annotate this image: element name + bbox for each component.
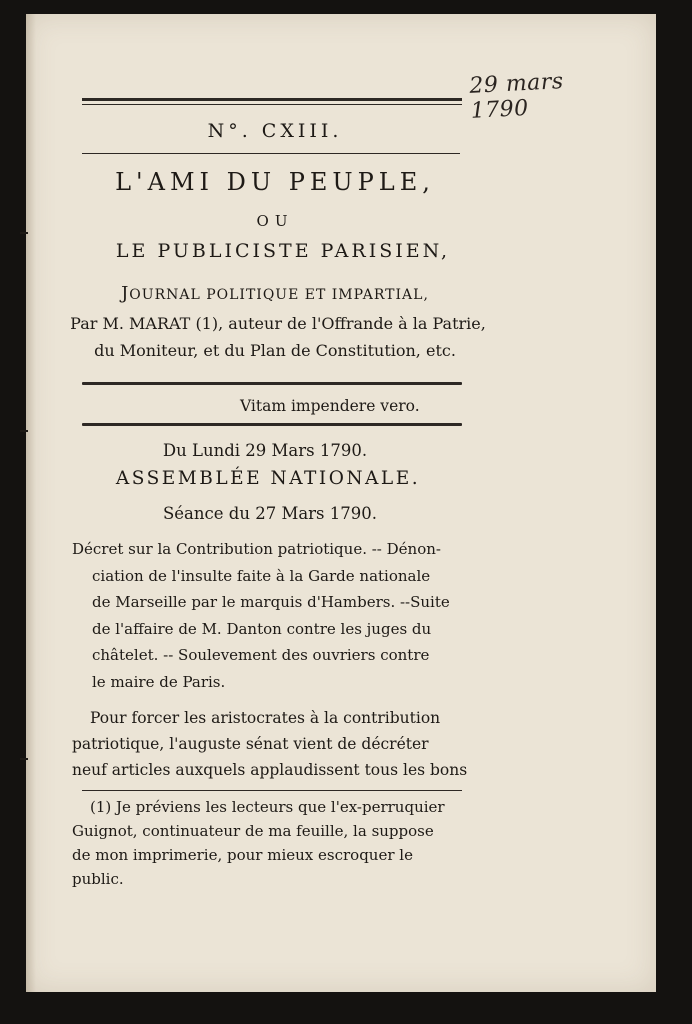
handwritten-date-annotation: 29 mars 1790 xyxy=(468,69,565,124)
rule-above-motto xyxy=(82,382,462,385)
rule-under-number xyxy=(82,153,460,154)
footnote-separator xyxy=(82,790,462,791)
footnote-line: public. xyxy=(72,870,124,888)
author-line-1: Par M. MARAT (1), auteur de l'Offrande à la Patrie, xyxy=(70,314,486,333)
author-line-2: du Moniteur, et du Plan de Constitution, etc. xyxy=(94,341,456,360)
journal-initial: J xyxy=(121,283,130,304)
top-double-rule xyxy=(82,98,462,105)
footnote-line: (1) Je préviens les lecteurs que l'ex-perruquier xyxy=(90,798,445,816)
body-line: neuf articles auxquels applaudissent tous les bons xyxy=(72,761,468,779)
issue-number: N°. CXIII. xyxy=(207,120,343,142)
binding-mark xyxy=(20,232,28,234)
motto: Vitam impendere vero. xyxy=(240,397,420,415)
session-summary xyxy=(72,536,464,695)
body-paragraph xyxy=(72,705,468,783)
footnote xyxy=(72,795,464,891)
section-heading: ASSEMBLÉE NATIONALE. xyxy=(115,468,421,489)
body-line: patriotique, l'auguste sénat vient de décréter xyxy=(72,735,429,753)
binding-mark xyxy=(20,758,28,760)
footnote-line: Guignot, continuateur de ma feuille, la suppose xyxy=(72,822,434,840)
summary-line: le maire de Paris. xyxy=(92,672,226,691)
footnote-line: de mon imprimerie, pour mieux escroquer le xyxy=(72,846,413,864)
issue-date: Du Lundi 29 Mars 1790. xyxy=(162,441,368,460)
journal-description xyxy=(70,283,480,304)
newspaper-subtitle: LE PUBLICISTE PARISIEN, xyxy=(115,240,451,262)
title-connector: OU xyxy=(256,212,294,230)
summary-line: Décret sur la Contribution patriotique. -- Dénon- xyxy=(72,540,441,558)
summary-line: de Marseille par le marquis d'Hambers. --Suite xyxy=(92,593,450,611)
summary-line: de l'affaire de M. Danton contre les juges du xyxy=(92,619,432,638)
binding-mark xyxy=(20,430,28,432)
body-line: Pour forcer les aristocrates à la contribution xyxy=(90,709,441,727)
summary-line: ciation de l'insulte faite à la Garde nationale xyxy=(92,566,431,585)
rule-below-motto xyxy=(82,423,462,426)
journal-description-rest: OURNAL POLITIQUE ET IMPARTIAL, xyxy=(129,287,429,303)
summary-line: châtelet. -- Soulevement des ouvriers contre xyxy=(92,646,430,664)
newspaper-title: L'AMI DU PEUPLE, xyxy=(115,168,435,196)
session-date: Séance du 27 Mars 1790. xyxy=(162,504,378,523)
